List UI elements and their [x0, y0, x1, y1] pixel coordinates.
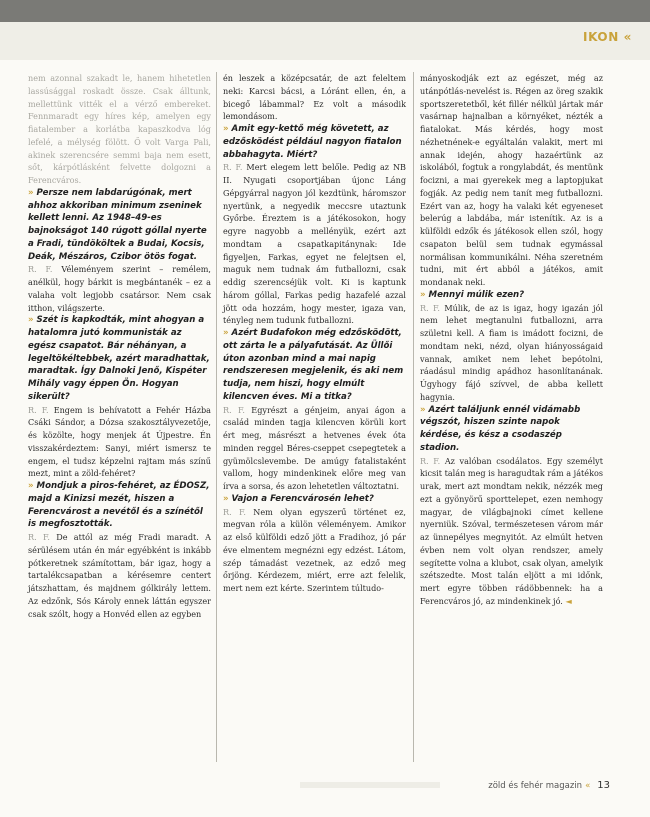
interview-question — [28, 187, 211, 264]
speaker-initials: R. F. — [223, 162, 243, 173]
question-marker: » — [420, 289, 429, 300]
question-text: Amit egy-kettő még követett, az edzősködést például nagyon fiatalon abbahagyta. Miért? — [223, 124, 402, 160]
answer-text: De attól az még Fradi maradt. A sérülésem után én már egyébként is inkább pótkeretnek számítottam, bár igaz, hogy a tartalékcsapatban a kérésemre centert játszhattam, és majdnem gólkirály lettem. Az edzőnk, Sós Károly ennek láttán egyszer csak szólt, hogy a Honvéd ellen az egyben — [28, 532, 211, 619]
answer-paragraph — [223, 161, 406, 327]
answer-paragraph — [28, 72, 211, 187]
column-divider — [413, 72, 414, 762]
answer-paragraph — [28, 263, 211, 314]
interview-question — [223, 327, 406, 404]
answer-text: nem azonnal szakadt le, hanem hihetetlen lassúsággal roskadt össze. Csak álltunk, mellettünk vitték el a vérző embereket. Fennmaradt egy híres kép, amelyen egy fiatalember a korlátba kapaszkodva lóg lefelé, a mélység fölött. Ő volt Varga Pali, akinek szerencsére semmi baja nem esett, sőt, kárpótlásként felvette dolgozni a Ferencváros. — [28, 73, 211, 185]
answer-paragraph — [420, 302, 603, 404]
question-marker: » — [28, 315, 37, 326]
question-text: Mennyi múlik ezen? — [428, 289, 525, 300]
question-text: Szét is kapkodták, mint ahogyan a hatalomra jutó kommunisták az egész csapatot. Bár néhányan, a legeltökéltebbek, azért maradhattak, maradtak. Így Dalnoki Jenő, Kispéter Mihály vagy éppen Ön. Hogyan sikerült? — [28, 315, 210, 402]
speaker-initials: R. F. — [223, 506, 246, 517]
section-label: IKON « — [583, 30, 632, 44]
end-of-article-icon: ◄ — [565, 595, 572, 606]
answer-text: Véleményem szerint – remélem, anélkül, hogy bárkit is megbántanék – ez a valaha volt legjobb csatársor. Nem csak itthon, világszerte. — [28, 264, 212, 313]
header-band — [0, 0, 650, 60]
answer-paragraph — [223, 404, 406, 493]
answer-text: Az valóban csodálatos. Egy személyt kicsit talán meg is haragudtak rám a játékos urak, mert azt mondtam nekik, nézzék meg ezt a gyönyörű sporttelepet, ezen nemhogy magyar, de világbajnoki címet kellene nyerniük. Szóval, természetesen várom már az ünnepélyes megnyitót. Az elmúlt hetven évben nem volt olyan rendszer, amely segítette volna a klubot, csak olyan, amelyik szétszedte. Most talán eljött a mi időnk, mert egyre többen rádöbbennek: ha a Ferencváros jó, az mindenkinek jó. — [420, 455, 603, 606]
speaker-initials: R. F. — [420, 302, 440, 313]
answer-text: Nem olyan egyszerű történet ez, megvan róla a külön véleményem. Amikor az első külföldi edző jött a Fradihoz, jó pár éve elmentem megnézni egy edzést. Látom, szép támadást vezetnek, az edző meg őrjöng. Kérdezem, miért, erre azt felelik, mert nem ezt kérte. Szerintem túltudo- — [223, 506, 406, 593]
speaker-initials: R. F. — [28, 264, 53, 275]
question-text: Azért Budafokon még edzősködött, ott zárta le a pályafutását. Az Üllői úton azonban mind a mai napig rendszeresen megjelenik, és aki nem tudja, nem hiszi, hogy elmúlt kilencven éves. Mi a titka? — [223, 328, 404, 402]
answer-paragraph — [223, 72, 406, 123]
question-text: Vajon a Ferencvárosén lehet? — [231, 493, 374, 504]
article-column-1 — [28, 72, 211, 620]
question-marker: » — [223, 493, 232, 504]
page-footer — [488, 780, 610, 791]
footer-ghost-text — [300, 782, 440, 788]
article-column-2 — [223, 72, 406, 595]
question-marker: » — [420, 404, 429, 415]
question-marker: » — [223, 328, 232, 338]
answer-paragraph — [223, 506, 406, 595]
page-number: 13 — [597, 780, 610, 791]
column-divider — [216, 72, 217, 762]
speaker-initials: R. F. — [28, 404, 49, 415]
answer-text: én leszek a középcsatár, de azt feleltem neki: Karcsi bácsi, a Lóránt ellen, én, a bicegő lábammal? Ez volt a második lemondásom. — [223, 73, 406, 122]
answer-text: mányoskodják ezt az egészet, még az utánpótlás-nevelést is. Régen az öreg szakik sportszeretetből, két fillér nélkül jártak már vasárnap hajnalban a környéket, nézték a fiatalokat. Más kérdés, hogy most nézhetnének-e egyáltalán valakit, mert mi annak idején, ahogy hazaértünk az iskolából, fogtuk a rongylabdát, és mentünk focizni, a mai gyerekek meg a laptopjukat fogják. Az pedig nem tanít meg futballozni. Ezért van az, hogy ha valaki két egyeneset belerúg a labdába, már istenítik. Az is a külföldi edzők és játékosok ellen szól, hogy csapaton belül sem tudnak egymással normálisan kommunikálni. Néha szeretném tudni, mit ért abból a játékos, amit mondanak neki. — [420, 73, 603, 287]
speaker-initials: R. F. — [420, 455, 441, 466]
interview-question — [223, 123, 406, 161]
answer-text: Múlik, de az is igaz, hogy igazán jól nem lehet megtanulni futballozni, arra születni kell. A fiam is imádott focizni, de mondtam neki, nézd, olyan hiányosságaid vannak, amiket nem lehet bepótolni, ráadásul mindig apádhoz hasonlítanának. Úgyhogy fájó szívvel, de abba kellett hagynia. — [420, 302, 604, 402]
answer-text: Egyrészt a génjeim, anyai ágon a család minden tagja kilencven körüli kort ért meg, másrészt a hetvenes évek óta minden reggel Béres-cseppet csepegtetek a gyümölcslevembe. De amúgy fatalistaként vallom, hogy mindenkinek előre meg van írva a sorsa, és azon lehetetlen változtatni. — [223, 404, 407, 491]
question-marker: » — [28, 481, 37, 491]
answer-text: Engem is behívatott a Fehér Házba Csáki Sándor, a Dózsa szakosztályvezetője, és közölte, hogy menjek át Újpestre. Én visszakérdeztem: Sanyi, miért ismersz te engem, el tudsz képzelni rajtam más színű mezt, mint a zöld-fehéret? — [28, 404, 211, 479]
interview-question — [420, 404, 603, 455]
header-strip — [0, 22, 650, 60]
answer-paragraph — [28, 404, 211, 481]
interview-question — [28, 314, 211, 403]
question-text: Mondjuk a piros-fehéret, az ÉDOSZ, majd a Kinizsi mezét, hiszen a Ferencvárost a nevétől és a színétől is megfosztották. — [28, 481, 210, 530]
speaker-initials: R. F. — [223, 404, 245, 415]
answer-paragraph — [28, 531, 211, 620]
footer-arrow: « — [585, 781, 591, 791]
article-column-3 — [420, 72, 603, 608]
answer-paragraph — [420, 455, 603, 608]
question-marker: » — [223, 124, 232, 134]
question-text: Persze nem labdarúgónak, mert ahhoz akkoriban minimum zseninek kellett lenni. Az 1948–49-es bajnokságot 140 rúgott góllal nyerte a Fradi, tündököltek a Budai, Kocsis, Deák, Mészáros, Czibor ötös fogat. — [28, 187, 207, 262]
speaker-initials: R. F. — [28, 532, 50, 542]
answer-text: Mert elegem lett belőle. Pedig az NB II. Nyugati csoportjában újonc Láng Gépgyárral nagyon jól kezdtünk, háromszor nyertünk, a negyedik meccsre utaztunk Győrbe. Éreztem is a játékosokon, hogy egyre nagyobb a mellényük, ezért azt mondtam a csapatkapitánynak: Ide figyeljen, Farkas, egyet ne felejtsen el, maguk nem tudnak ám futballozni, csak eddig szerencséjük volt. Ki is kaptunk három góllal, Farkas pedig hazafelé azzal jött oda hozzám, hogy mester, igaza van, tényleg nem tudunk futballozni. — [223, 162, 406, 326]
interview-question — [28, 480, 211, 531]
magazine-name: zöld és fehér magazin — [488, 781, 583, 791]
question-marker: » — [28, 187, 37, 198]
interview-question — [420, 289, 603, 302]
interview-question — [223, 493, 406, 506]
answer-paragraph — [420, 72, 603, 289]
question-text: Azért találjunk ennél vidámabb végszót, hiszen szinte napok kérdése, és kész a csodaszép stadion. — [420, 404, 581, 453]
